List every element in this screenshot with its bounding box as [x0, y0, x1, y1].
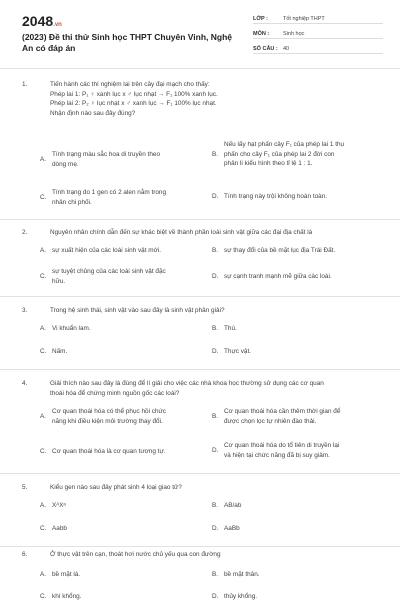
question-line: Trong hệ sinh thái, sinh vật vào sau đây là sinh vật phân giải? — [50, 307, 225, 314]
option-label: A. — [40, 412, 47, 420]
option-text: hữu. — [52, 277, 66, 285]
meta-underline — [253, 53, 383, 54]
question-number: 4. — [22, 380, 28, 387]
option-text: năng khi điều kiện môi trường thay đổi. — [52, 417, 163, 425]
logo-main: 2048 — [22, 13, 54, 29]
option-text: Vi khuẩn lam. — [52, 325, 91, 332]
question-line: Ở thực vật trên cạn, thoát hơi nước chủ yếu qua con đường — [50, 551, 221, 558]
option-text: phấn cho cây F₁ của phép lai 2 đời con — [224, 150, 335, 158]
meta-value: 40 — [283, 46, 290, 52]
option-label: D. — [212, 446, 219, 454]
option-label: B. — [212, 247, 219, 254]
option-text: XᴬXᵃ — [52, 502, 66, 509]
question-divider — [0, 296, 400, 297]
option-text: dòng mẹ. — [52, 160, 79, 168]
option-text: Tính trạng do 1 gen có 2 alen nằm trong — [52, 189, 167, 196]
meta-value: Tốt nghiệp THPT — [283, 16, 325, 22]
option-label: B. — [212, 412, 219, 420]
question-divider — [0, 369, 400, 370]
meta-underline — [253, 38, 383, 39]
logo-sub: .vn — [53, 22, 62, 28]
question-stem — [50, 306, 370, 316]
option-label: D. — [212, 273, 219, 280]
option-label: C. — [40, 525, 47, 532]
option-text: Nấm. — [52, 348, 68, 355]
question-stem — [50, 228, 370, 238]
meta-key: SỐ CÂU : — [253, 46, 278, 52]
option-label: C. — [40, 272, 47, 280]
option-label: C. — [40, 448, 47, 455]
option-label: D. — [212, 348, 219, 355]
question-line: Kiểu gen nào sau đây phát sinh 4 loại giao tử? — [50, 484, 182, 491]
question-line: Phép lai 1: P₁ ♀ xanh lục x ♂ lục nhạt → F₁ 100% xanh lục. — [50, 90, 218, 98]
question-line: Tiến hành các thí nghiệm lai trên cây đại mạch cho thấy: — [50, 81, 210, 88]
option-text: Cơ quan thoái hóa là cơ quan tương tự. — [52, 448, 166, 455]
meta-underline — [253, 23, 383, 24]
option-text: Cơ quan thoái hóa có thể phục hồi chức — [52, 408, 166, 415]
meta-key: LỚP : — [253, 16, 268, 22]
option-label: B. — [212, 325, 219, 332]
question-line: Nguyên nhân chính dẫn đến sự khác biệt về thành phần loài sinh vật giữa các đại địa chất là — [50, 229, 313, 236]
option-text: sự xuất hiện của các loài sinh vật mới. — [52, 247, 161, 254]
question-stem — [50, 483, 370, 493]
question-stem — [50, 550, 370, 560]
site-logo[interactable] — [22, 13, 62, 29]
option-label: D. — [212, 193, 219, 200]
option-text: khí khổng. — [52, 593, 82, 600]
option-label: C. — [40, 348, 47, 355]
option-text: Nếu lấy hạt phấn cây F₁ của phép lai 1 thụ — [224, 141, 345, 148]
option-text: Tính trạng này trội không hoàn toàn. — [224, 193, 328, 200]
header-divider — [0, 68, 400, 69]
option-label: A. — [40, 247, 47, 254]
question-line: Phép lai 2: P₂ ♀ lục nhạt x ♂ xanh lục → F₁ 100% lục nhạt. — [50, 100, 217, 107]
option-label: B. — [212, 150, 219, 158]
option-text: Tính trạng màu sắc hoa di truyền theo — [52, 151, 160, 158]
option-label: D. — [212, 593, 219, 600]
page-header — [0, 0, 400, 62]
option-text: sự cạnh tranh mạnh mẽ giữa các loài. — [224, 273, 332, 280]
question-line: Nhận định nào sau đây đúng? — [50, 109, 136, 117]
exam-title: (2023) Đề thi thử Sinh học THPT Chuyên Vinh, Nghệ An có đáp án — [22, 32, 233, 53]
option-label: B. — [212, 502, 219, 509]
option-text: Cơ quan thoái hóa cần thêm thời gian để — [224, 408, 341, 415]
question-number: 3. — [22, 307, 28, 314]
question-stem — [50, 379, 370, 398]
question-divider — [0, 219, 400, 220]
question-divider — [0, 473, 400, 474]
question-stem — [50, 80, 370, 118]
option-text: sự thay đổi của bề mặt lục địa Trái Đất. — [224, 247, 336, 254]
question-number: 1. — [22, 81, 28, 88]
option-text: và hiện tại chức năng đã bị suy giảm. — [224, 451, 330, 459]
question-line: Giải thích nào sau đây là đúng để lí giải cho việc các nhà khoa học thường sử dụng các cơ quan — [50, 380, 324, 387]
question-divider — [0, 546, 400, 547]
question-line: thoái hóa để chứng minh nguồn gốc các loài? — [50, 389, 180, 397]
option-text: bề mặt thân. — [224, 571, 260, 578]
question-number: 6. — [22, 551, 28, 558]
question-number: 5. — [22, 484, 28, 491]
meta-value: Sinh học — [283, 31, 305, 37]
meta-key: MÔN : — [253, 31, 270, 37]
option-text: thủy khổng. — [224, 593, 258, 600]
option-label: C. — [40, 193, 47, 201]
option-text: sự tuyệt chủng của các loài sinh vật đặc — [52, 268, 166, 275]
option-label: A. — [40, 502, 47, 509]
option-label: D. — [212, 525, 219, 532]
option-text: Cơ quan thoái hóa do tổ tiên di truyền lại — [224, 442, 340, 449]
option-label: A. — [40, 571, 47, 578]
option-text: được chọn lọc tự nhiên đào thải. — [224, 417, 317, 425]
option-label: A. — [40, 325, 47, 332]
option-label: B. — [212, 571, 219, 578]
option-text: AaBb — [224, 525, 240, 532]
option-text: AB/ab — [224, 502, 242, 509]
option-text: Aabb — [52, 525, 67, 532]
option-text: nhân chi phối. — [52, 198, 92, 206]
question-number: 2. — [22, 229, 28, 236]
option-label: C. — [40, 593, 47, 600]
option-text: bề mặt lá. — [52, 571, 81, 578]
option-label: A. — [40, 155, 47, 163]
option-text: Thú. — [224, 325, 237, 332]
option-text: Thực vật. — [224, 348, 252, 355]
option-text: phân li kiểu hình theo tỉ lệ 1 : 1. — [224, 160, 313, 167]
